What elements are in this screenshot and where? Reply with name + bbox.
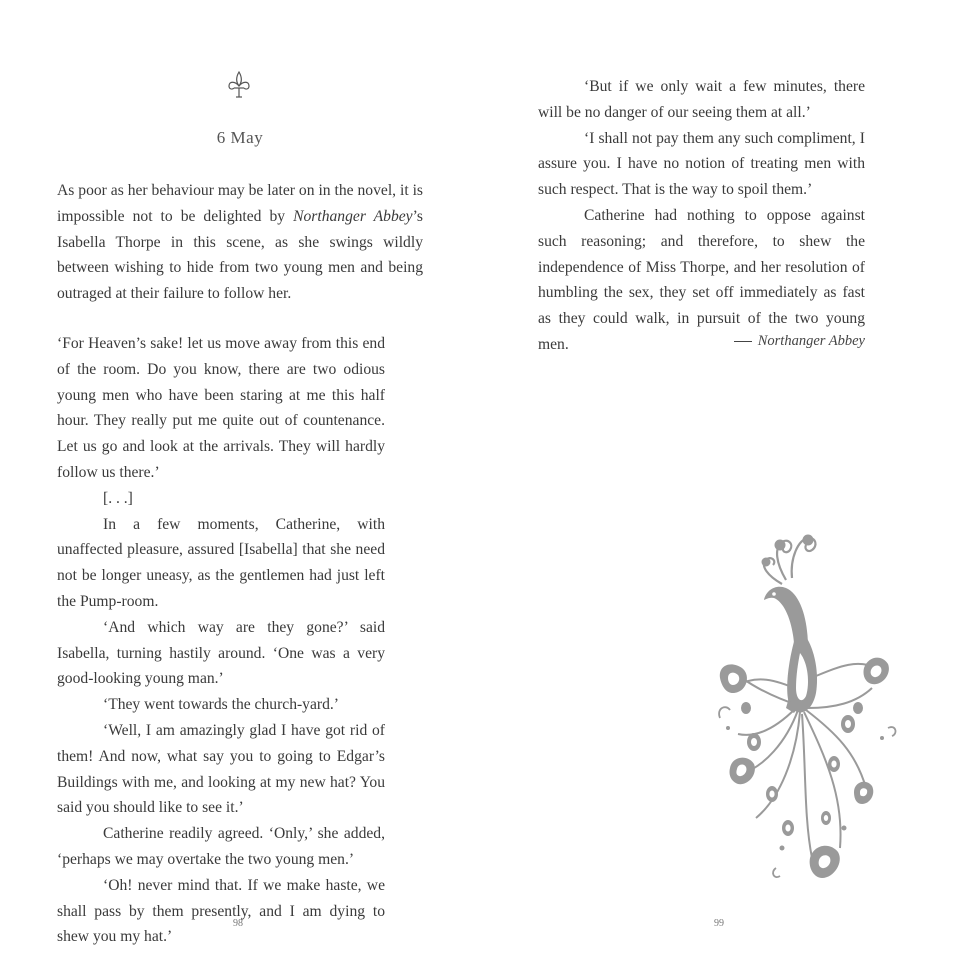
ellipsis: [. . .] bbox=[103, 489, 133, 507]
page-number: 99 bbox=[714, 918, 724, 929]
excerpt-paragraph: ‘Well, I am amazingly glad I have got rid of them! And now, what say you to going to Edgar’s Buildings with me, and looking at my new hat? You said you should like to see it.’ bbox=[57, 721, 385, 817]
attribution bbox=[538, 333, 865, 350]
em-dash bbox=[734, 341, 752, 342]
excerpt-paragraph: In a few moments, Catherine, with unaffected pleasure, assured [Isabella] that she need not be longer uneasy, as the gentlemen had just left the Pump-room. bbox=[57, 515, 385, 610]
excerpt-paragraph: Catherine readily agreed. ‘Only,’ she added, ‘perhaps we may overtake the two young men.’ bbox=[57, 825, 385, 868]
excerpt-paragraph: ‘Oh! never mind that. If we make haste, we shall pass by them presently, and I am dying to shew you my hat.’ bbox=[57, 876, 385, 946]
peacock-icon bbox=[716, 528, 906, 898]
excerpt-paragraph: ‘They went towards the church-yard.’ bbox=[103, 696, 339, 714]
excerpt-left bbox=[57, 331, 385, 950]
excerpt-paragraph: ‘For Heaven’s sake! let us move away from this end of the room. Do you know, there are two odious young men who have been staring at me this half hour. They really put me quite out of countenance. Let us go and look at the arrivals. They will hardly follow us there.’ bbox=[57, 335, 385, 481]
excerpt-paragraph: ‘And which way are they gone?’ said Isabella, turning hastily around. ‘One was a very good-looking young man.’ bbox=[57, 618, 385, 688]
excerpt-paragraph: ‘But if we only wait a few minutes, there will be no danger of our seeing them at all.’ bbox=[538, 78, 865, 121]
excerpt-paragraph: Catherine had nothing to oppose against such reasoning; and therefore, to shew the independence of Miss Thorpe, and her resolution of humbling the sex, they set off immediately as fast as they could walk, in pursuit of the two young men. bbox=[538, 206, 865, 353]
date-heading: 6 May bbox=[216, 128, 264, 147]
intro-text-before: As poor as her behaviour may be later on in the novel, it is impossible not to be delighted by bbox=[57, 182, 423, 225]
fleur-de-lis-icon bbox=[226, 70, 252, 100]
right-page bbox=[480, 0, 960, 960]
intro-text-after: ’s Isabella Thorpe in this scene, as she swings wildly between wishing to hide from two young men and being outraged at their failure to follow her. bbox=[57, 207, 423, 303]
excerpt-paragraph: ‘I shall not pay them any such compliment, I assure you. I have no notion of treating men with such respect. That is the way to spoil them.’ bbox=[538, 129, 865, 199]
book-title: Northanger Abbey bbox=[293, 207, 413, 225]
attribution-title: Northanger Abbey bbox=[757, 333, 865, 349]
page-number: 98 bbox=[233, 918, 243, 929]
intro-paragraph bbox=[57, 178, 423, 307]
excerpt-right bbox=[538, 74, 865, 358]
